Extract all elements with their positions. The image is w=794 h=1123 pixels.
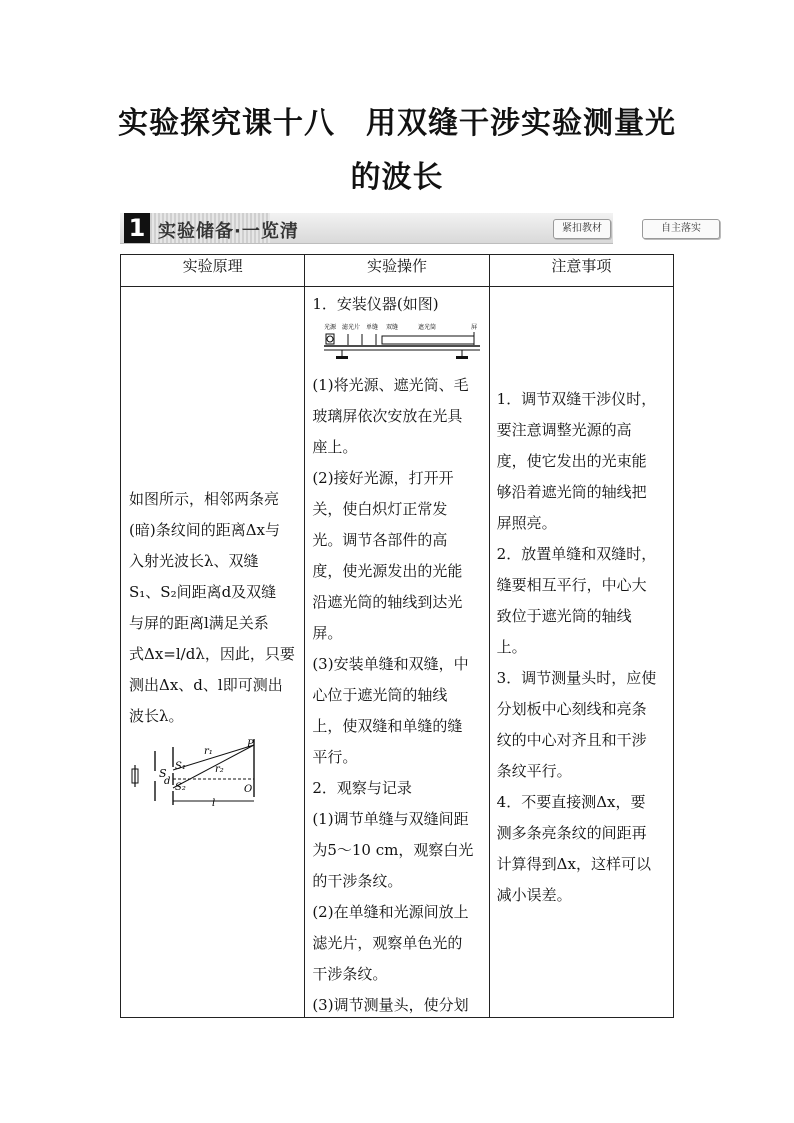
notes-line: 屏照亮。 bbox=[496, 514, 557, 532]
principle-line: 与屏的距离l满足关系 bbox=[129, 614, 269, 632]
notes-line: 缝要相互平行，中心大 bbox=[496, 576, 647, 594]
operation-line: 1．安装仪器(如图) bbox=[312, 295, 439, 313]
operation-line: (1)将光源、遮光筒、毛 bbox=[312, 376, 469, 394]
principle-line: S₁、S₂间距离d及双缝 bbox=[129, 583, 277, 601]
notes-line: 4．不要直接测Δx，要 bbox=[496, 793, 646, 811]
notes-line: 分划板中心刻线和亮条 bbox=[496, 700, 647, 718]
notes-text bbox=[497, 384, 669, 911]
header-notes: 注意事项 bbox=[489, 255, 673, 287]
notes-line: 2．放置单缝和双缝时， bbox=[496, 545, 657, 563]
operation-text bbox=[305, 287, 488, 1021]
operation-line: 滤光片，观察单色光的 bbox=[312, 934, 463, 952]
operation-line: 心位于遮光筒的轴线 bbox=[312, 686, 448, 704]
operation-line: 平行。 bbox=[312, 748, 358, 766]
operation-line: 屏。 bbox=[312, 624, 343, 642]
label-r1: r₁ bbox=[204, 746, 213, 757]
operation-line: (1)调节单缝与双缝间距 bbox=[312, 810, 469, 828]
table-row bbox=[121, 287, 674, 1018]
notes-line: 度，使它发出的光束能 bbox=[496, 452, 647, 470]
operation-line: 光。调节各部件的高 bbox=[312, 531, 448, 549]
operation-line: 2．观察与记录 bbox=[312, 779, 412, 797]
label-p: P bbox=[247, 739, 254, 750]
double-slit-diagram bbox=[129, 739, 269, 819]
self-study-button[interactable]: 自主落实 bbox=[642, 219, 720, 239]
notes-line: 1．调节双缝干涉仪时， bbox=[496, 390, 657, 408]
label-d: d bbox=[164, 776, 171, 787]
page-title-line2: 的波长 bbox=[350, 160, 444, 195]
operation-line: 干涉条纹。 bbox=[312, 965, 388, 983]
label-l: l bbox=[212, 798, 216, 809]
principle-cell bbox=[121, 287, 305, 1018]
notes-line: 致位于遮光筒的轴线 bbox=[496, 607, 632, 625]
section-heading: 实验储备·一览清 bbox=[158, 221, 299, 242]
notes-line: 上。 bbox=[496, 638, 527, 656]
operation-line: (3)调节测量头，使分划 bbox=[312, 996, 469, 1014]
operation-line: 沿遮光筒的轴线到达光 bbox=[312, 593, 463, 611]
notes-line: 条纹平行。 bbox=[496, 762, 572, 780]
table-header-row bbox=[121, 255, 674, 287]
notes-cell bbox=[489, 287, 673, 1018]
principle-text bbox=[129, 484, 301, 732]
operation-line: 玻璃屏依次安放在光具 bbox=[312, 407, 463, 425]
label-screen: 屏 bbox=[471, 324, 478, 331]
label-filter: 滤光片 bbox=[342, 324, 361, 331]
operation-line: (2)接好光源，打开开 bbox=[312, 469, 454, 487]
operation-line: 为5～10 cm，观察白光 bbox=[312, 841, 474, 859]
operation-line: 上，使双缝和单缝的缝 bbox=[312, 717, 463, 735]
principle-line: 如图所示，相邻两条亮 bbox=[129, 490, 280, 508]
operation-line: 的干涉条纹。 bbox=[312, 872, 403, 890]
label-s1: S₁ bbox=[175, 761, 186, 772]
operation-line: 座上。 bbox=[312, 438, 358, 456]
notes-line: 测多条亮条纹的间距再 bbox=[496, 824, 647, 842]
operation-line: 度，使光源发出的光能 bbox=[312, 562, 463, 580]
apparatus-diagram bbox=[322, 322, 482, 364]
operation-line: 关，使白炽灯正常发 bbox=[312, 500, 448, 518]
page-title-line1: 实验探究课十八 用双缝干涉实验测量光 bbox=[118, 106, 676, 141]
header-principle: 实验原理 bbox=[121, 255, 305, 287]
principle-line: 测出Δx、d、l即可测出 bbox=[129, 676, 283, 694]
section-number: 1 bbox=[124, 213, 150, 243]
notes-line: 纹的中心对齐且和干涉 bbox=[496, 731, 647, 749]
principle-line: (暗)条纹间的距离Δx与 bbox=[129, 521, 280, 539]
principle-line: 波长λ。 bbox=[129, 707, 184, 725]
label-s: S bbox=[159, 767, 167, 780]
header-operation: 实验操作 bbox=[305, 255, 489, 287]
label-double-slit: 双缝 bbox=[386, 324, 399, 331]
section-banner bbox=[120, 213, 701, 244]
notes-line: 要注意调整光源的高 bbox=[496, 421, 632, 439]
label-r2: r₂ bbox=[215, 764, 224, 775]
label-s2: S₂ bbox=[175, 782, 186, 793]
principle-line: 式Δx=l/dλ，因此，只要 bbox=[129, 645, 295, 663]
textbook-button[interactable]: 紧扣教材 bbox=[553, 219, 611, 239]
label-light-source: 光源 bbox=[324, 324, 337, 331]
notes-line: 够沿着遮光筒的轴线把 bbox=[496, 483, 647, 501]
experiment-table bbox=[120, 254, 674, 1018]
operation-cell bbox=[305, 287, 489, 1018]
label-tube: 遮光筒 bbox=[418, 324, 437, 331]
operation-line: (3)安装单缝和双缝，中 bbox=[312, 655, 469, 673]
label-o: O bbox=[244, 784, 253, 795]
label-single-slit: 单缝 bbox=[366, 324, 379, 331]
notes-line: 减小误差。 bbox=[496, 886, 572, 904]
operation-line: (2)在单缝和光源间放上 bbox=[312, 903, 469, 921]
notes-line: 计算得到Δx，这样可以 bbox=[496, 855, 651, 873]
principle-line: 入射光波长λ、双缝 bbox=[129, 552, 259, 570]
notes-line: 3．调节测量头时，应使 bbox=[496, 669, 657, 687]
